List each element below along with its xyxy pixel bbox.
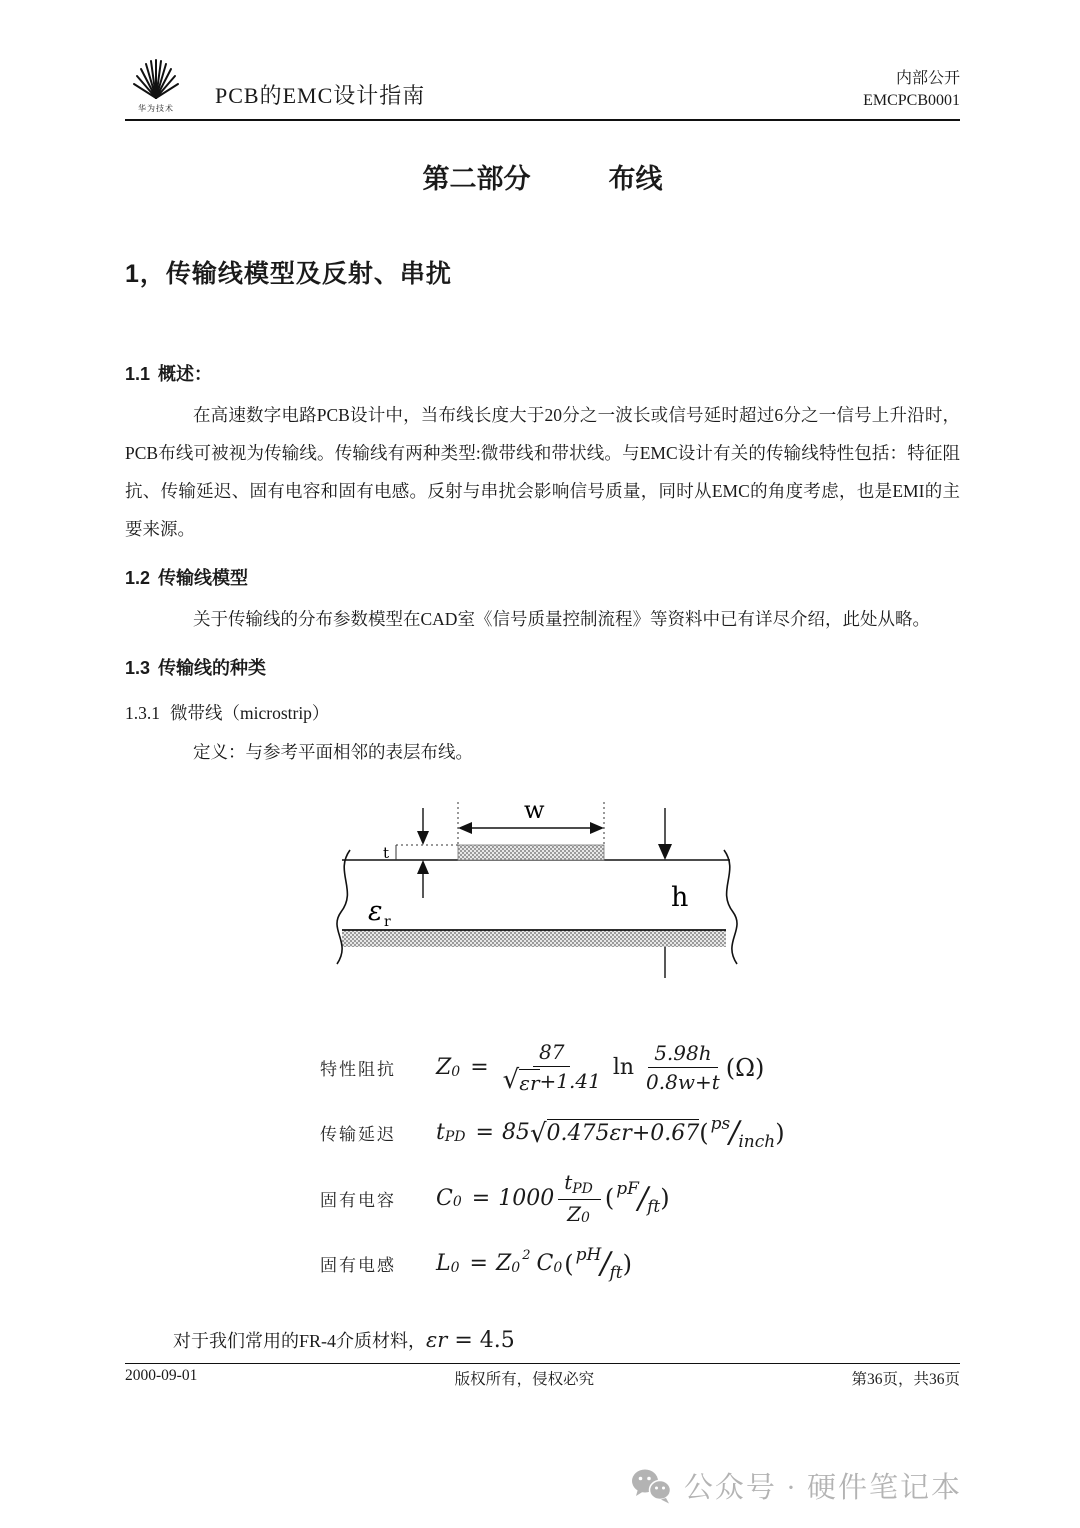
wechat-icon — [630, 1468, 674, 1504]
footer-page-info: 第36页，共36页 — [851, 1371, 960, 1388]
page-footer — [125, 1367, 960, 1389]
capacitance-formula: C 0 = 1000 $t_{PD}$ Z 0 ( pF / ft ) — [436, 1170, 670, 1226]
part-label: 第二部分 — [422, 164, 531, 194]
company-logo — [125, 58, 187, 114]
formula-label: 固有电容 — [320, 1190, 396, 1210]
delay-formula-row — [320, 1115, 960, 1150]
watermark-text: 公众号 · 硬件笔记本 — [683, 1472, 962, 1504]
part-name: 布线 — [608, 164, 663, 194]
section-title: 传输线模型 — [158, 568, 249, 588]
section-1-1-heading — [125, 360, 960, 386]
capacitance-formula-row — [320, 1170, 960, 1226]
inductance-formula-row — [320, 1246, 960, 1281]
t-label: t — [383, 844, 390, 862]
epsilon-sub-label: r — [384, 914, 391, 930]
section-1-2-paragraph: 关于传输线的分布参数模型在CAD室《信号质量控制流程》等资料中已有详尽介绍，此处从略。 — [193, 609, 930, 629]
ground-plane-rect — [342, 930, 726, 947]
part-title — [125, 157, 960, 196]
epsilon-r-value: = 4.5 — [447, 1328, 515, 1353]
formula-label: 固有电感 — [320, 1256, 396, 1275]
document-title: PCB的EMC设计指南 — [215, 83, 426, 108]
formula-block — [320, 1040, 960, 1281]
classification-label: 内部公开 — [895, 70, 960, 87]
fr4-note-text: 对于我们常用的FR-4介质材料， — [173, 1331, 427, 1351]
page-header — [125, 0, 960, 114]
formula-label: 传输延迟 — [320, 1125, 396, 1144]
huawei-fan-logo-icon — [128, 58, 184, 102]
impedance-formula: Z 0 = 87 √ εr +1.41 ln $\frac{5.98h}{0.8w+t}$ (Ω) — [436, 1040, 765, 1095]
header-meta — [863, 68, 960, 114]
chapter-title: 1，传输线模型及反射、串扰 — [125, 260, 452, 288]
section-number: 1.3 — [125, 658, 151, 678]
section-number: 1.2 — [125, 568, 151, 588]
subsection-number: 1.3.1 — [125, 703, 160, 723]
section-title: 传输线的种类 — [158, 658, 267, 678]
section-1-1-paragraph: 在高速数字电路PCB设计中，当布线长度大于20分之一波长或信号延时超过6分之一信号上升沿时，PCB布线可被视为传输线。传输线有两种类型:微带线和带状线。与EMC设计有关的传输线特性包括：特征阻抗、传输延迟、固有电容和固有电感。反射与串扰会影响信号质量，同时从EMC的角度考虑，也是EMI的主要来源。 — [125, 405, 960, 539]
impedance-formula-row — [320, 1040, 960, 1095]
delay-formula: t PD = 85 √ 0.475εr+0.67 ( ps / inch ) — [436, 1113, 785, 1152]
section-1-2-heading — [125, 564, 960, 590]
formula-label: 特性阻抗 — [320, 1060, 396, 1079]
watermark — [630, 1465, 962, 1506]
document-id: EMCPCB0001 — [863, 92, 960, 109]
subsection-title: 微带线（microstrip） — [170, 703, 330, 723]
epsilon-label: ε — [368, 896, 383, 927]
footer-rule — [125, 1363, 960, 1364]
h-label: h — [671, 882, 689, 913]
microstrip-definition: 定义：与参考平面相邻的表层布线。 — [193, 742, 473, 762]
section-number: 1.1 — [125, 364, 151, 384]
logo-caption: 华为技术 — [138, 104, 174, 113]
epsilon-r-var: εr — [426, 1328, 448, 1352]
w-label: w — [524, 796, 545, 824]
header-rule — [125, 119, 960, 121]
footer-copyright: 版权所有，侵权必究 — [454, 1371, 595, 1388]
microstrip-diagram — [328, 778, 750, 988]
footer-date: 2000-09-01 — [125, 1367, 198, 1384]
inductance-formula: L 0 = Z 0 2 C 0 ( pH / ft ) — [436, 1244, 632, 1283]
subsection-1-3-1-heading — [125, 700, 960, 725]
trace-rect — [458, 845, 604, 860]
section-title: 概述： — [158, 364, 213, 384]
fr4-note — [125, 1327, 960, 1353]
section-1-3-heading — [125, 654, 960, 680]
microstrip-cross-section — [328, 778, 750, 983]
